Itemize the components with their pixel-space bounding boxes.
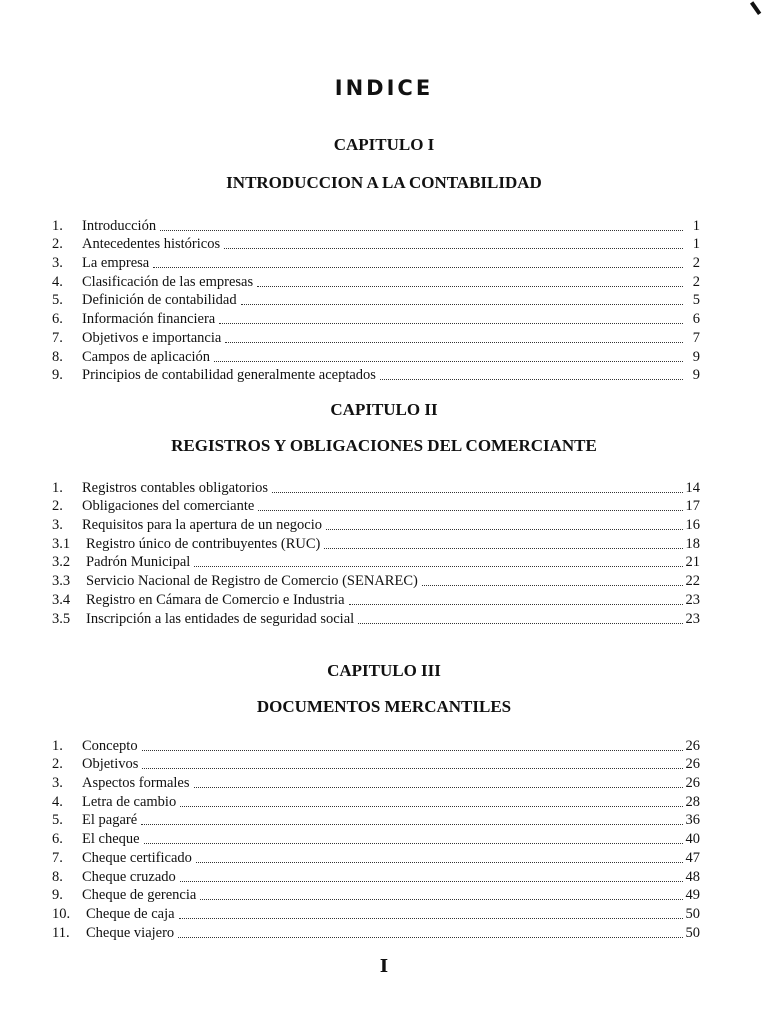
- toc-entry-title: Inscripción a las entidades de seguridad social: [86, 610, 355, 627]
- toc-entry: [52, 885, 700, 904]
- toc-entry-page: 22: [685, 573, 700, 590]
- toc-entry-title: Antecedentes históricos: [82, 236, 221, 253]
- toc-entry-title: Obligaciones del comerciante: [82, 498, 255, 515]
- toc-entry-number: 2.: [52, 236, 63, 253]
- toc-entry-title: Cheque cruzado: [82, 868, 176, 885]
- dot-leader: [142, 749, 683, 751]
- toc-entry-page: 16: [685, 517, 700, 534]
- toc-list-chapter-2: [52, 477, 700, 627]
- toc-entry-page: 14: [685, 479, 700, 496]
- toc-entry-page: 18: [685, 535, 700, 552]
- toc-entry-title: Cheque de caja: [86, 905, 175, 922]
- toc-entry-number: 7.: [52, 849, 63, 866]
- toc-entry-number: 9.: [52, 367, 63, 384]
- dot-leader: [214, 360, 683, 362]
- toc-entry: [52, 828, 700, 847]
- toc-entry-number: 8.: [52, 348, 63, 365]
- dot-leader: [144, 842, 683, 844]
- toc-entry-number: 3.4: [52, 591, 71, 608]
- toc-entry-page: 17: [685, 498, 700, 515]
- toc-entry-number: 5.: [52, 812, 63, 829]
- toc-entry: [52, 215, 700, 234]
- toc-entry-page: 47: [685, 849, 700, 866]
- toc-entry-title: Aspectos formales: [82, 775, 190, 792]
- chapter-1: [0, 135, 768, 193]
- toc-entry-number: 10.: [52, 905, 71, 922]
- dot-leader: [241, 303, 683, 305]
- toc-entry-page: 26: [685, 737, 700, 754]
- toc-entry-page: 28: [685, 793, 700, 810]
- dot-leader: [258, 509, 682, 511]
- toc-entry-number: 1.: [52, 737, 63, 754]
- toc-entry-number: 3.: [52, 517, 63, 534]
- dot-leader: [219, 322, 683, 324]
- toc-entry-number: 3.5: [52, 610, 71, 627]
- toc-entry-page: 36: [685, 812, 700, 829]
- toc-list-chapter-3: [52, 735, 700, 941]
- toc-entry: [52, 922, 700, 941]
- toc-entry: [52, 290, 700, 309]
- toc-entry-title: Cheque viajero: [86, 924, 175, 941]
- toc-entry-number: 5.: [52, 292, 63, 309]
- toc-entry-page: 26: [685, 756, 700, 773]
- dot-leader: [194, 786, 683, 788]
- toc-entry-title: La empresa: [82, 255, 150, 272]
- toc-entry-title: Padrón Municipal: [86, 554, 191, 571]
- toc-entry-title: Objetivos e importancia: [82, 329, 222, 346]
- toc-entry-page: 7: [692, 329, 700, 346]
- toc-entry-page: 26: [685, 775, 700, 792]
- toc-entry: [52, 570, 700, 589]
- toc-entry: [52, 735, 700, 754]
- toc-entry-page: 48: [685, 868, 700, 885]
- toc-entry-page: 21: [685, 554, 700, 571]
- toc-entry-number: 7.: [52, 329, 63, 346]
- toc-entry: [52, 866, 700, 885]
- toc-entry-page: 50: [685, 905, 700, 922]
- dot-leader: [141, 823, 682, 825]
- toc-entry: [52, 552, 700, 571]
- toc-entry-number: 6.: [52, 831, 63, 848]
- dot-leader: [257, 285, 683, 287]
- dot-leader: [178, 936, 682, 938]
- corner-scan-mark: [750, 0, 768, 15]
- toc-entry-title: Requisitos para la apertura de un negocio: [82, 517, 322, 534]
- toc-entry: [52, 772, 700, 791]
- toc-entry-number: 4.: [52, 273, 63, 290]
- toc-entry: [52, 847, 700, 866]
- dot-leader: [326, 528, 683, 530]
- toc-entry-page: 50: [685, 924, 700, 941]
- toc-entry-title: Definición de contabilidad: [82, 292, 237, 309]
- dot-leader: [200, 898, 682, 900]
- toc-entry-number: 1.: [52, 479, 63, 496]
- chapter-2: [0, 400, 768, 456]
- chapter-label: CAPITULO III: [327, 661, 441, 680]
- toc-entry-number: 2.: [52, 498, 63, 515]
- dot-leader: [272, 491, 682, 493]
- toc-entry-page: 9: [692, 348, 700, 365]
- toc-entry: [52, 477, 700, 496]
- toc-entry: [52, 327, 700, 346]
- toc-entry-title: Cheque de gerencia: [82, 887, 197, 904]
- toc-entry: [52, 496, 700, 515]
- dot-leader: [224, 247, 683, 249]
- toc-entry-number: 6.: [52, 311, 63, 328]
- chapter-heading: DOCUMENTOS MERCANTILES: [256, 697, 512, 716]
- toc-entry-title: Registro único de contribuyentes (RUC): [86, 535, 321, 552]
- toc-entry-number: 11.: [52, 924, 70, 941]
- toc-entry-page: 6: [692, 311, 700, 328]
- toc-entry-title: Registro en Cámara de Comercio e Industria: [86, 591, 345, 608]
- toc-entry-title: El pagaré: [82, 812, 138, 829]
- toc-entry: [52, 514, 700, 533]
- toc-entry-page: 1: [692, 236, 700, 253]
- toc-entry-title: El cheque: [82, 831, 140, 848]
- chapter-label: CAPITULO II: [330, 400, 438, 419]
- dot-leader: [142, 767, 682, 769]
- toc-entry-number: 9.: [52, 887, 63, 904]
- toc-entry-page: 23: [685, 610, 700, 627]
- toc-entry-page: 23: [685, 591, 700, 608]
- toc-entry-number: 3.1: [52, 535, 71, 552]
- toc-entry-page: 2: [692, 273, 700, 290]
- toc-entry-title: Registros contables obligatorios: [82, 479, 269, 496]
- toc-entry: [52, 271, 700, 290]
- toc-entry: [52, 810, 700, 829]
- toc-entry-title: Campos de aplicación: [82, 348, 211, 365]
- dot-leader: [196, 861, 683, 863]
- toc-entry: [52, 754, 700, 773]
- toc-entry: [52, 589, 700, 608]
- toc-entry-title: Principios de contabilidad generalmente aceptados: [82, 367, 376, 384]
- toc-entry-number: 1.: [52, 217, 63, 234]
- dot-leader: [324, 547, 682, 549]
- dot-leader: [180, 805, 682, 807]
- toc-entry: [52, 365, 700, 384]
- toc-entry-number: 8.: [52, 868, 63, 885]
- toc-entry-title: Servicio Nacional de Registro de Comercio (SENAREC): [86, 573, 418, 590]
- toc-entry-page: 40: [685, 831, 700, 848]
- toc-entry-title: Introducción: [82, 217, 157, 234]
- toc-entry-number: 3.3: [52, 573, 71, 590]
- toc-entry-title: Información financiera: [82, 311, 216, 328]
- dot-leader: [349, 603, 683, 605]
- toc-entry-page: 1: [692, 217, 700, 234]
- dot-leader: [153, 266, 683, 268]
- chapter-3: [0, 661, 768, 717]
- toc-entry-page: 49: [685, 887, 700, 904]
- toc-entry-number: 2.: [52, 756, 63, 773]
- dot-leader: [160, 229, 683, 231]
- toc-entry-page: 9: [692, 367, 700, 384]
- toc-entry-number: 3.: [52, 775, 63, 792]
- toc-entry: [52, 791, 700, 810]
- toc-entry-title: Objetivos: [82, 756, 139, 773]
- toc-entry-page: 5: [692, 292, 700, 309]
- toc-entry: [52, 252, 700, 271]
- toc-entry: [52, 608, 700, 627]
- toc-entry-title: Concepto: [82, 737, 138, 754]
- dot-leader: [225, 341, 683, 343]
- toc-list-chapter-1: [52, 215, 700, 383]
- dot-leader: [179, 917, 683, 919]
- dot-leader: [358, 622, 682, 624]
- toc-entry-title: Letra de cambio: [82, 793, 177, 810]
- toc-entry-number: 3.: [52, 255, 63, 272]
- dot-leader: [380, 378, 683, 380]
- dot-leader: [422, 584, 683, 586]
- dot-leader: [194, 565, 682, 567]
- toc-entry: [52, 533, 700, 552]
- toc-entry-title: Clasificación de las empresas: [82, 273, 254, 290]
- toc-entry: [52, 346, 700, 365]
- toc-entry: [52, 903, 700, 922]
- toc-entry-title: Cheque certificado: [82, 849, 192, 866]
- toc-entry: [52, 234, 700, 253]
- chapter-heading: INTRODUCCION A LA CONTABILIDAD: [226, 173, 542, 192]
- chapter-heading: REGISTROS Y OBLIGACIONES DEL COMERCIANTE: [171, 436, 597, 455]
- chapter-label: CAPITULO I: [333, 135, 435, 154]
- toc-entry-number: 4.: [52, 793, 63, 810]
- toc-entry-number: 3.2: [52, 554, 71, 571]
- toc-entry: [52, 308, 700, 327]
- index-title: INDICE: [334, 76, 434, 100]
- page-number: I: [379, 956, 389, 977]
- toc-entry-page: 2: [692, 255, 700, 272]
- dot-leader: [180, 880, 683, 882]
